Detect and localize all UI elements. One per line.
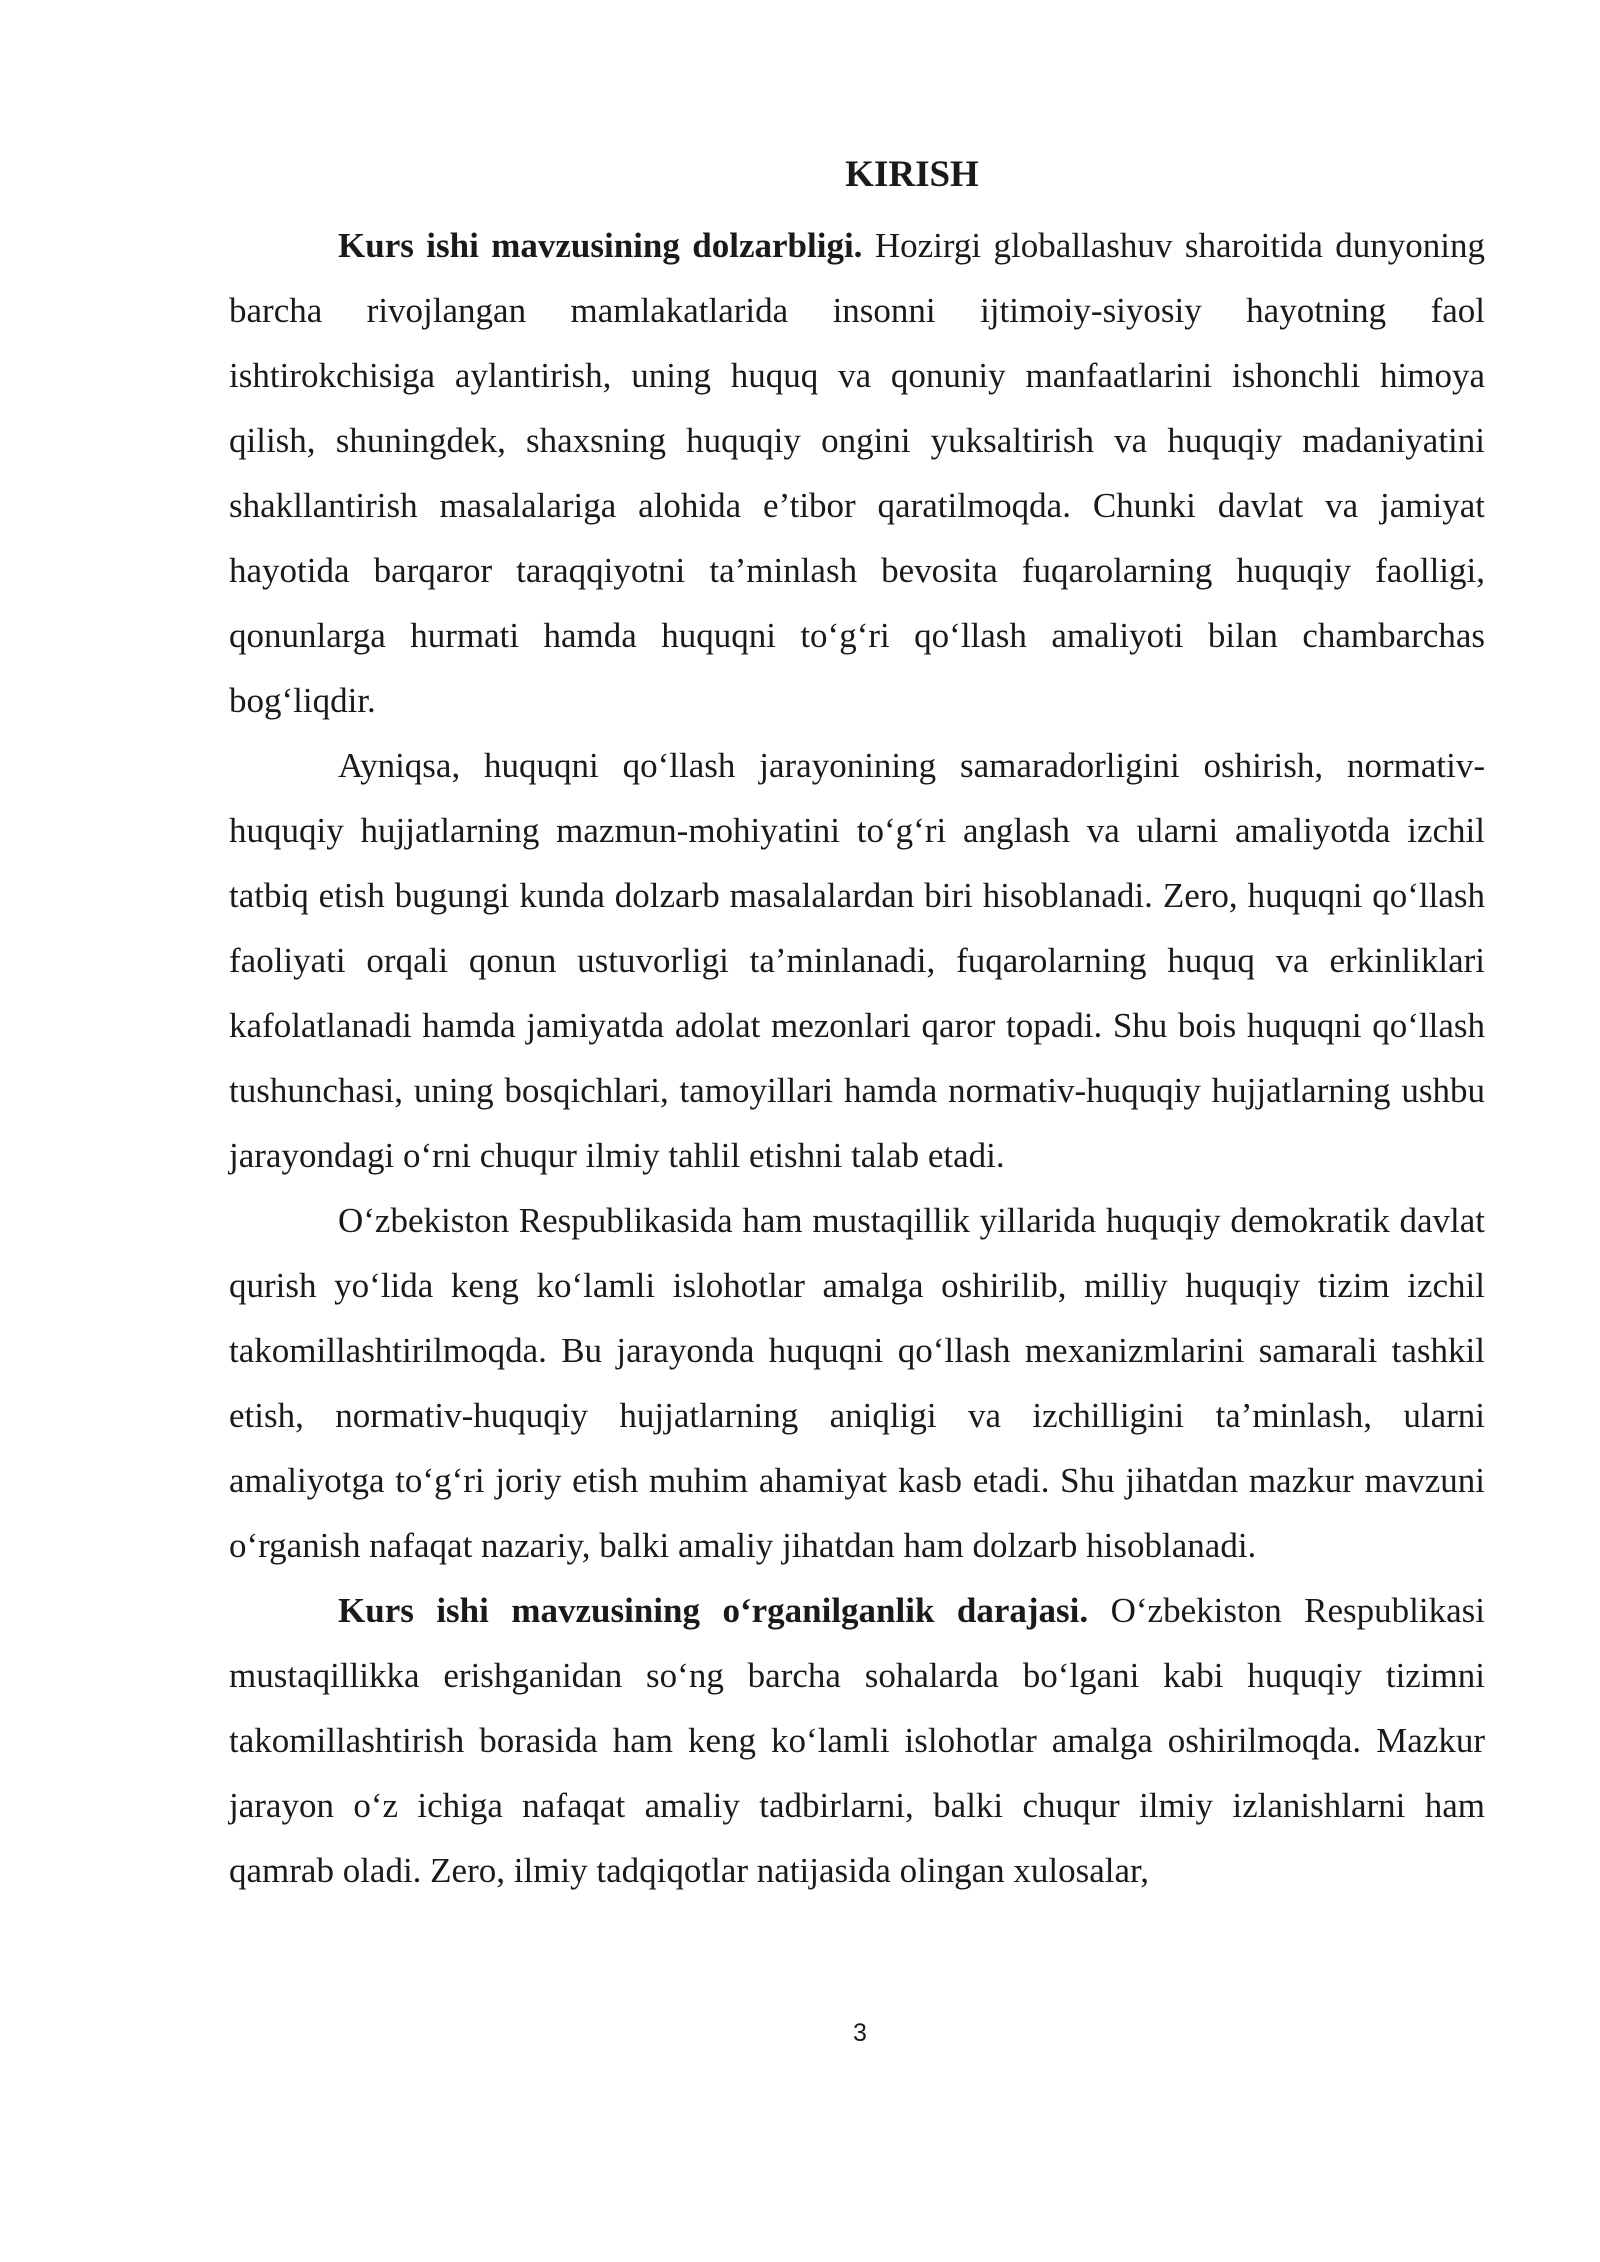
paragraph-lead-study-level: Kurs ishi mavzusining o‘rganilganlik darajasi. — [338, 1591, 1089, 1630]
paragraph-text-study-level: O‘zbekiston Respublikasi mustaqillikka erishganidan so‘ng barcha sohalarda bo‘lgani kabi huquqiy tizimni takomillashtirish borasida ham keng ko‘lamli islohotlar amalga oshirilmoqda. Mazkur jarayon o‘z ichiga nafaqat amaliy tadbirlarni, balki chuqur ilmiy izlanishlarni ham qamrab oladi. Zero, ilmiy tadqiqotlar natijasida olingan xulosalar, — [229, 1591, 1485, 1890]
paragraph-text-application: Ayniqsa, huquqni qo‘llash jarayonining samaradorligini oshirish, normativ-huquqiy hujjatlarning mazmun-mohiyatini to‘g‘ri anglash va ularni amaliyotda izchil tatbiq etish bugungi kunda dolzarb masalalardan biri hisoblanadi. Zero, huquqni qo‘llash faoliyati orqali qonun ustuvorligi ta’minlanadi, fuqarolarning huquq va erkinliklari kafolatlanadi hamda jamiyatda adolat mezonlari qaror topadi. Shu bois huquqni qo‘llash tushunchasi, uning bosqichlari, tamoyillari hamda normativ-huquqiy hujjatlarning ushbu jarayondagi o‘rni chuqur ilmiy tahlil etishni talab etadi. — [229, 746, 1485, 1175]
page-number: 3 — [853, 2019, 867, 2047]
paragraph-relevance — [229, 213, 1485, 733]
paragraph-uzbekistan-reforms — [229, 1188, 1485, 1578]
paragraph-application — [229, 733, 1485, 1188]
paragraph-text-uzbekistan-reforms: O‘zbekiston Respublikasida ham mustaqillik yillarida huquqiy demokratik davlat qurish yo‘lida keng ko‘lamli islohotlar amalga oshirilib, milliy huquqiy tizim izchil takomillashtirilmoqda. Bu jarayonda huquqni qo‘llash mexanizmlarini samarali tashkil etish, normativ-huquqiy hujjatlarning aniqligi va izchilligini ta’minlash, ularni amaliyotga to‘g‘ri joriy etish muhim ahamiyat kasb etadi. Shu jihatdan mazkur mavzuni o‘rganish nafaqat nazariy, balki amaliy jihatdan ham dolzarb hisoblanadi. — [229, 1201, 1485, 1565]
section-heading: KIRISH — [845, 154, 979, 195]
document-body — [229, 148, 1485, 1903]
paragraph-lead-relevance: Kurs ishi mavzusining dolzarbligi. — [338, 226, 863, 265]
paragraph-study-level — [229, 1578, 1485, 1903]
paragraph-text-relevance: Hozirgi globallashuv sharoitida dunyoning barcha rivojlangan mamlakatlarida insonni ijtimoiy-siyosiy hayotning faol ishtirokchisiga aylantirish, uning huquq va qonuniy manfaatlarini ishonchli himoya qilish, shuningdek, shaxsning huquqiy ongini yuksaltirish va huquqiy madaniyatini shakllantirish masalalariga alohida e’tibor qaratilmoqda. Chunki davlat va jamiyat hayotida barqaror taraqqiyotni ta’minlash bevosita fuqarolarning huquqiy faolligi, qonunlarga hurmati hamda huquqni to‘g‘ri qo‘llash amaliyoti bilan chambarchas bog‘liqdir. — [229, 226, 1485, 720]
